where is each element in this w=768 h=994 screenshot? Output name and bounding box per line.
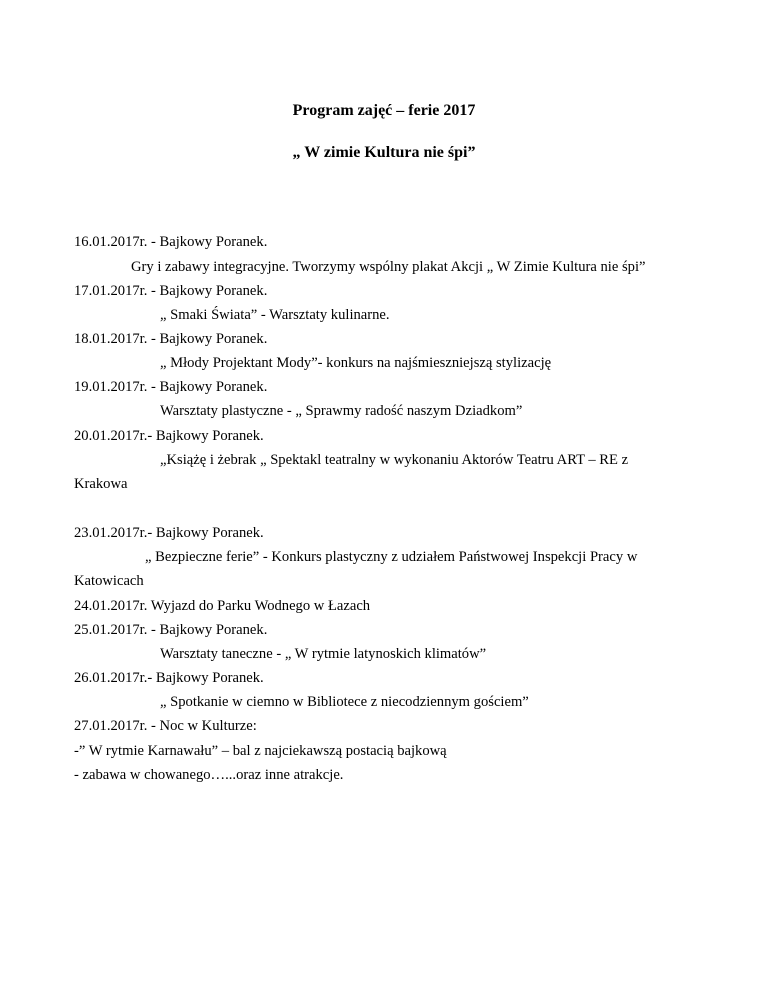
schedule-activity-line: -” W rytmie Karnawału” – bal z najciekawszą postacią bajkową <box>74 743 447 759</box>
schedule-activity-line: - zabawa w chowanego…...oraz inne atrakcje. <box>74 767 344 783</box>
document-title: Program zajęć – ferie 2017 <box>292 102 476 119</box>
schedule-activity-line: „ Smaki Świata” - Warsztaty kulinarne. <box>160 307 390 323</box>
schedule-date-line: 27.01.2017r. - Noc w Kulturze: <box>74 718 257 734</box>
schedule-activity-continuation: Krakowa <box>74 476 128 492</box>
schedule-date-line: 24.01.2017r. Wyjazd do Parku Wodnego w Łazach <box>74 598 371 614</box>
schedule-activity-line: „ Spotkanie w ciemno w Bibliotece z niecodziennym gościem” <box>160 694 529 710</box>
schedule-date-line: 23.01.2017r.- Bajkowy Poranek. <box>74 525 264 541</box>
document-subtitle: „ W zimie Kultura nie śpi” <box>292 144 476 161</box>
schedule-date-line: 19.01.2017r. - Bajkowy Poranek. <box>74 379 268 395</box>
schedule-activity-line: Gry i zabawy integracyjne. Tworzymy wspólny plakat Akcji „ W Zimie Kultura nie śpi” <box>131 259 646 275</box>
schedule-date-line: 17.01.2017r. - Bajkowy Poranek. <box>74 283 268 299</box>
schedule-activity-line: Warsztaty plastyczne - „ Sprawmy radość naszym Dziadkom” <box>160 403 523 419</box>
schedule-date-line: 26.01.2017r.- Bajkowy Poranek. <box>74 670 264 686</box>
schedule-date-line: 16.01.2017r. - Bajkowy Poranek. <box>74 234 268 250</box>
schedule-activity-line: „Książę i żebrak „ Spektakl teatralny w wykonaniu Aktorów Teatru ART – RE z <box>160 452 629 468</box>
schedule-activity-line: „ Młody Projektant Mody”- konkurs na najśmieszniejszą stylizację <box>160 355 552 371</box>
schedule-activity-continuation: Katowicach <box>74 573 144 589</box>
schedule-date-line: 20.01.2017r.- Bajkowy Poranek. <box>74 428 264 444</box>
schedule-activity-line: „ Bezpieczne ferie” - Konkurs plastyczny z udziałem Państwowej Inspekcji Pracy w <box>145 549 638 565</box>
schedule-date-line: 18.01.2017r. - Bajkowy Poranek. <box>74 331 268 347</box>
schedule-date-line: 25.01.2017r. - Bajkowy Poranek. <box>74 622 268 638</box>
schedule-activity-line: Warsztaty taneczne - „ W rytmie latynoskich klimatów” <box>160 646 487 662</box>
